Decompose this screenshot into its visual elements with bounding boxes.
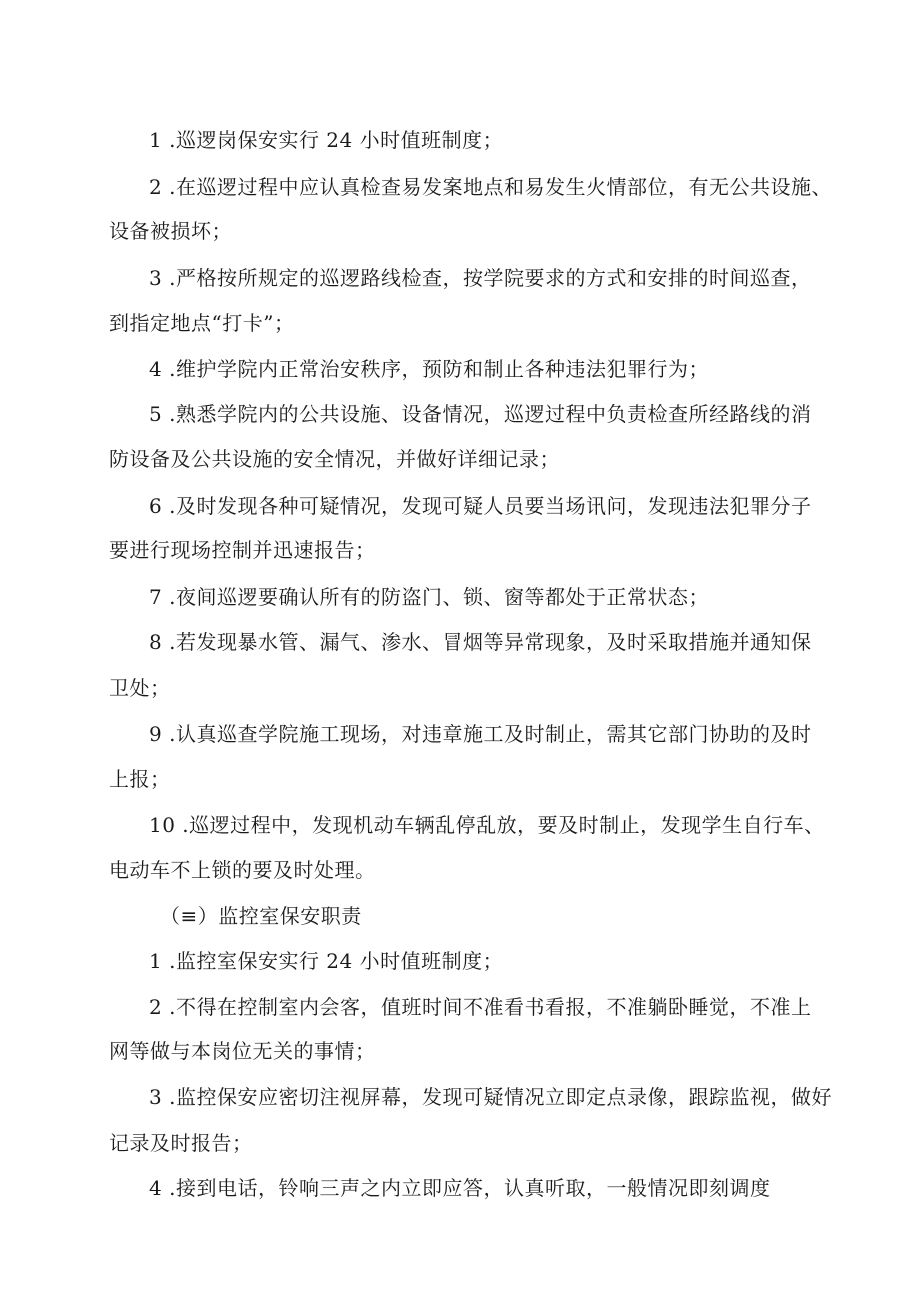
list-item-monitor-3-cont: 记录及时报告； bbox=[109, 1131, 253, 1155]
list-item-patrol-5: 5 .熟悉学院内的公共设施、设备情况，巡逻过程中负责检查所经路线的消 bbox=[149, 402, 812, 426]
list-item-monitor-4: 4 .接到电话，铃响三声之内立即应答，认真听取，一般情况即刻调度 bbox=[149, 1176, 771, 1200]
list-item-patrol-5-cont: 防设备及公共设施的安全情况，并做好详细记录； bbox=[109, 447, 560, 471]
list-item-patrol-9-cont: 上报； bbox=[109, 767, 171, 791]
list-item-patrol-7: 7 .夜间巡逻要确认所有的防盗门、锁、窗等都处于正常状态； bbox=[149, 585, 709, 609]
list-item-monitor-3: 3 .监控保安应密切注视屏幕，发现可疑情况立即定点录像，跟踪监视，做好 bbox=[149, 1085, 832, 1109]
list-item-patrol-9: 9 .认真巡查学院施工现场，对违章施工及时制止，需其它部门协助的及时 bbox=[149, 722, 812, 746]
list-item-patrol-3-cont: 到指定地点“打卡”； bbox=[109, 311, 295, 335]
list-item-monitor-1: 1 .监控室保安实行 24 小时值班制度； bbox=[149, 949, 504, 973]
list-item-patrol-2-cont: 设备被损坏； bbox=[109, 219, 232, 243]
list-item-patrol-8-cont: 卫处； bbox=[109, 676, 171, 700]
list-item-patrol-6: 6 .及时发现各种可疑情况，发现可疑人员要当场讯问，发现违法犯罪分子 bbox=[149, 494, 812, 518]
list-item-patrol-10-cont: 电动车不上锁的要及时处理。 bbox=[109, 858, 376, 882]
list-item-patrol-1: 1 .巡逻岗保安实行 24 小时值班制度； bbox=[149, 128, 504, 152]
list-item-monitor-2-cont: 网等做与本岗位无关的事情； bbox=[109, 1039, 376, 1063]
list-item-patrol-8: 8 .若发现暴水管、漏气、渗水、冒烟等异常现象，及时采取措施并通知保 bbox=[149, 630, 812, 654]
list-item-patrol-4: 4 .维护学院内正常治安秩序，预防和制止各种违法犯罪行为； bbox=[149, 357, 709, 381]
list-item-patrol-6-cont: 要进行现场控制并迅速报告； bbox=[109, 538, 376, 562]
list-item-monitor-2: 2 .不得在控制室内会客，值班时间不准看书看报，不准躺卧睡觉，不准上 bbox=[149, 995, 812, 1019]
list-item-patrol-10: 10 .巡逻过程中，发现机动车辆乱停乱放，要及时制止，发现学生自行车、 bbox=[149, 813, 825, 837]
section-heading-monitoring: （≡）监控室保安职责 bbox=[160, 904, 362, 928]
list-item-patrol-3: 3 .严格按所规定的巡逻路线检查，按学院要求的方式和安排的时间巡查， bbox=[149, 266, 812, 290]
list-item-patrol-2: 2 .在巡逻过程中应认真检查易发案地点和易发生火情部位，有无公共设施、 bbox=[149, 175, 832, 199]
